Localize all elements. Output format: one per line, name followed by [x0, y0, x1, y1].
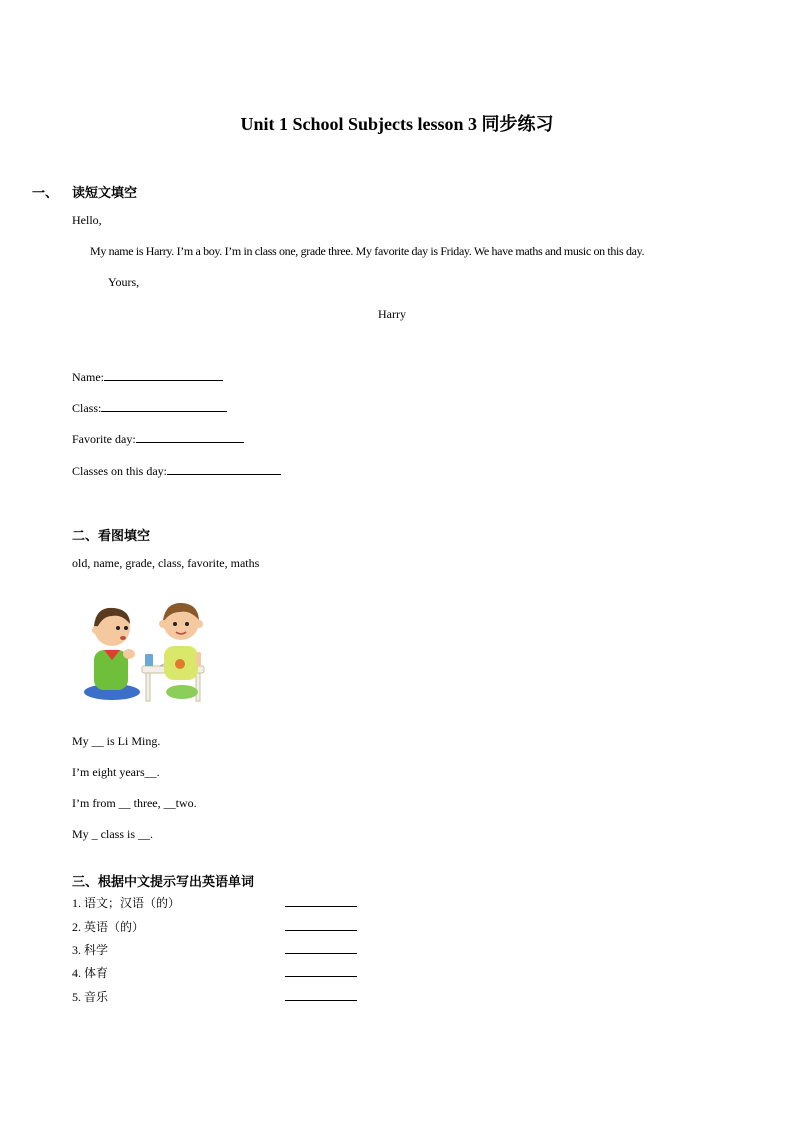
field-favorite-day-blank[interactable] [136, 431, 244, 443]
field-favorite-day [72, 431, 244, 447]
field-class-blank[interactable] [101, 400, 227, 412]
letter-signature: Harry [378, 307, 406, 321]
boys-at-table-illustration [72, 588, 222, 710]
vocab-item-5-blank[interactable] [285, 1000, 357, 1001]
section3-heading: 三、根据中文提示写出英语单词 [72, 874, 255, 889]
field-name-label: Name: [72, 370, 104, 384]
letter-body: My name is Harry. I’m a boy. I’m in class one, grade three. My favorite day is Friday. We have maths and music on this day. [90, 244, 645, 258]
vocab-item-4-blank[interactable] [285, 976, 357, 977]
field-favorite-day-label: Favorite day: [72, 432, 136, 446]
vocab-item-2: 2. 英语（的） [72, 920, 145, 934]
vocab-item-4: 4. 体育 [72, 966, 109, 980]
field-classes-on-day-blank[interactable] [167, 463, 281, 475]
section2-heading: 二、看图填空 [72, 528, 151, 543]
field-name-blank[interactable] [104, 369, 223, 381]
vocab-item-3: 3. 科学 [72, 943, 109, 957]
field-classes-on-day [72, 463, 281, 479]
vocab-item-2-blank[interactable] [285, 930, 357, 931]
vocab-item-1: 1. 语文；汉语（的） [72, 896, 181, 910]
section1-heading: 读短文填空 [72, 185, 138, 200]
field-class-label: Class: [72, 401, 102, 415]
field-classes-on-day-label: Classes on this day: [72, 464, 167, 478]
sentence-3: I’m from __ three, __two. [72, 796, 197, 810]
word-bank: old, name, grade, class, favorite, maths [72, 556, 260, 570]
sentence-1: My __ is Li Ming. [72, 734, 161, 748]
page-title: Unit 1 School Subjects lesson 3 同步练习 [240, 114, 554, 134]
vocab-item-3-blank[interactable] [285, 953, 357, 954]
field-name [72, 369, 223, 385]
vocab-item-5: 5. 音乐 [72, 990, 109, 1004]
sentence-4: My _ class is __. [72, 827, 153, 841]
letter-greeting: Hello, [72, 213, 102, 227]
sentence-2: I’m eight years__. [72, 765, 160, 779]
letter-closing: Yours, [108, 275, 140, 289]
vocab-item-1-blank[interactable] [285, 906, 357, 907]
section1-number: 一、 [32, 185, 59, 200]
field-class [72, 400, 227, 416]
